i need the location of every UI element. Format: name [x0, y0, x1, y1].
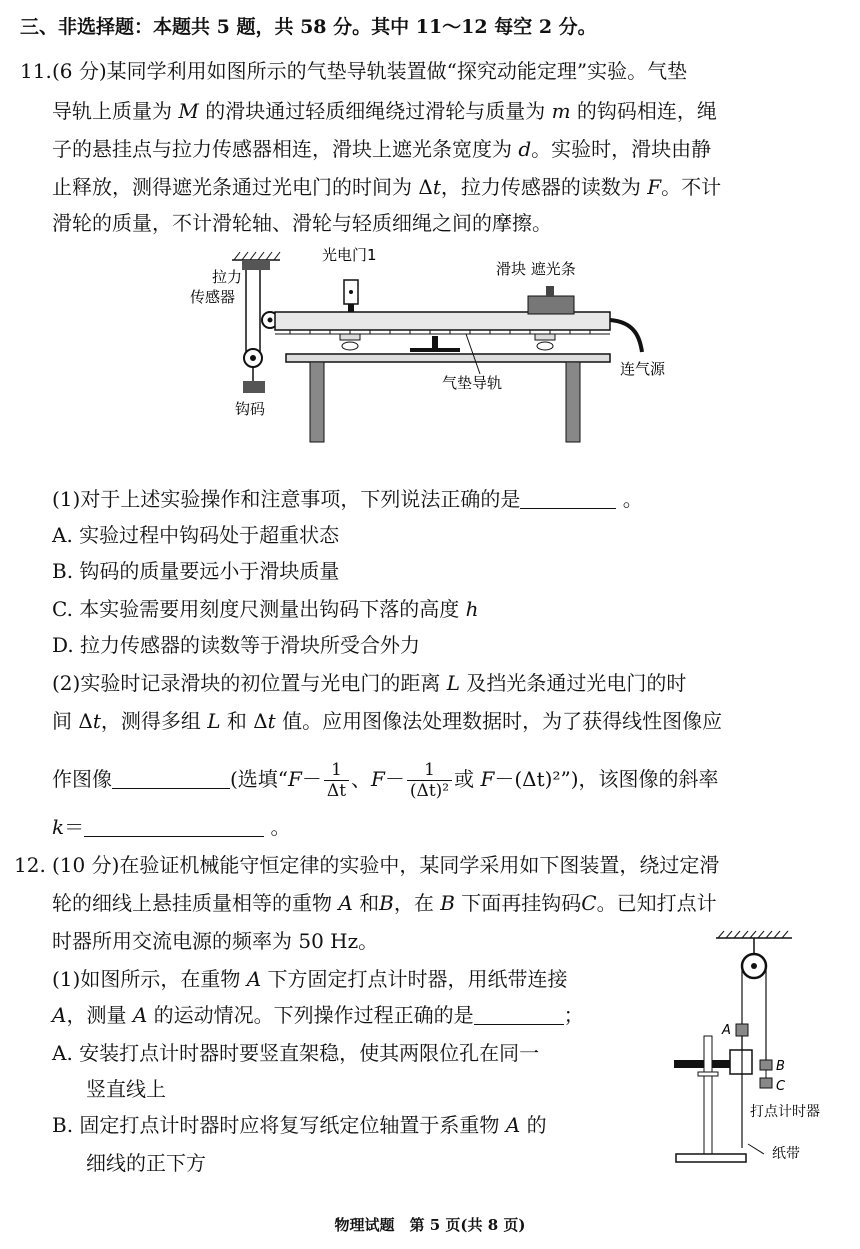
q11-slope-line: k＝ 。 [52, 815, 291, 839]
q11-part1: (1)对于上述实验操作和注意事项，下列说法正确的是 。 [52, 487, 643, 511]
q11-line-3: 子的悬挂点与拉力传感器相连，滑块上遮光条宽度为 d。实验时，滑块由静 [52, 137, 712, 161]
timer-clamp [674, 1060, 730, 1068]
weight-b [760, 1060, 772, 1070]
q12-option-b-line-1: B. 固定打点计时器时应将复写纸定位轴置于系重物 A 的 [52, 1113, 547, 1137]
q12-line-1: (10 分)在验证机械能守恒定律的实验中，某同学采用如下图装置，绕过定滑 [52, 853, 720, 877]
fig-rail-label: 气垫导轨 [442, 374, 503, 392]
fig-sensor-label-1: 拉力 [212, 268, 243, 286]
fraction-1-over-dt-squared: $\frac{1}{\text{(Δt)²}}$ [407, 760, 452, 801]
q11-part2-line-3: 作图像 (选填“F－ $\frac{1}{\Delta t}$ 、F－ $\frac{1}{\text{(Δt)²}}$ 或 F－(Δt)²”)，该图像的斜率 [52, 760, 719, 801]
q11-line-1: (6 分)某同学利用如图所示的气垫导轨装置做“探究动能定理”实验。气垫 [52, 59, 688, 83]
stand-base [676, 1154, 746, 1162]
hook-weight [243, 381, 265, 393]
q12-option-b-line-2: 细线的正下方 [86, 1151, 206, 1175]
air-track [275, 312, 610, 330]
fig-air-label: 连气源 [620, 360, 666, 378]
q12-number: 12. [14, 853, 46, 877]
q11-option-c: C. 本实验需要用刻度尺测量出钩码下落的高度 h [52, 597, 479, 621]
q11-option-a: A. 实验过程中钩码处于超重状态 [52, 523, 340, 547]
fig-hook-label: 钩码 [235, 400, 266, 418]
q12-option-a-line-2: 竖直线上 [86, 1077, 166, 1101]
q11-line-5: 滑轮的质量，不计滑轮轴、滑轮与轻质细绳之间的摩擦。 [52, 211, 552, 235]
dot-timer [730, 1050, 752, 1074]
fig-sensor-label-2: 传感器 [190, 288, 236, 306]
fig-label-c: C [776, 1079, 786, 1094]
section-heading: 三、非选择题：本题共 5 题，共 58 分。其中 11～12 每空 2 分。 [20, 16, 597, 38]
table-top [286, 354, 610, 362]
answer-blank-1[interactable] [520, 488, 616, 509]
weight-a [736, 1024, 748, 1036]
q11-option-b: B. 钩码的质量要远小于滑块质量 [52, 559, 340, 583]
fig-gate-label: 光电门1 [322, 246, 377, 264]
q11-line-2: 导轨上质量为 M 的滑块通过轻质细绳绕过滑轮与质量为 m 的钩码相连，绳 [52, 99, 717, 123]
q12-option-a-line-1: A. 安装打点计时器时要竖直架稳，使其两限位孔在同一 [52, 1041, 540, 1065]
hook-weight-c [760, 1078, 772, 1088]
slider-block [528, 296, 574, 314]
stand-rod [704, 1036, 712, 1154]
answer-blank-4[interactable] [474, 1004, 564, 1025]
q11-part2-line-1: (2)实验时记录滑块的初位置与光电门的距离 L 及挡光条通过光电门的时 [52, 671, 687, 695]
answer-blank-3[interactable] [84, 816, 264, 837]
fraction-1-over-dt: $\frac{1}{\Delta t}$ [324, 760, 349, 801]
answer-blank-2[interactable] [112, 768, 230, 789]
q11-part2-line-2: 间 Δt，测得多组 L 和 Δt 值。应用图像法处理数据时，为了获得线性图像应 [52, 709, 723, 733]
air-track-figure [180, 238, 700, 448]
page-footer: 物理试题 第 5 页(共 8 页) [334, 1216, 526, 1234]
q12-line-3: 时器所用交流电源的频率为 50 Hz。 [52, 929, 379, 953]
fig-slider-label: 滑块 遮光条 [496, 260, 576, 278]
q11-option-d: D. 拉力传感器的读数等于滑块所受合外力 [52, 633, 421, 657]
fig-tape-label: 纸带 [772, 1146, 800, 1162]
shade-strip [546, 286, 554, 296]
fig-label-a: A [722, 1023, 731, 1038]
force-sensor [242, 260, 270, 270]
pulley-apparatus-figure [668, 926, 848, 1176]
q11-line-4: 止释放，测得遮光条通过光电门的时间为 Δt，拉力传感器的读数为 F。不计 [52, 175, 722, 199]
q12-part1-line-1: (1)如图所示，在重物 A 下方固定打点计时器，用纸带连接 [52, 967, 568, 991]
q11-number: 11. [20, 59, 52, 83]
fig-label-b: B [776, 1059, 785, 1074]
fig-timer-label: 打点计时器 [750, 1104, 820, 1120]
q12-line-2: 轮的细线上悬挂质量相等的重物 A 和B，在 B 下面再挂钩码C。已知打点计 [52, 891, 717, 915]
q12-part1-line-2: A，测量 A 的运动情况。下列操作过程正确的是 ； [52, 1003, 584, 1027]
